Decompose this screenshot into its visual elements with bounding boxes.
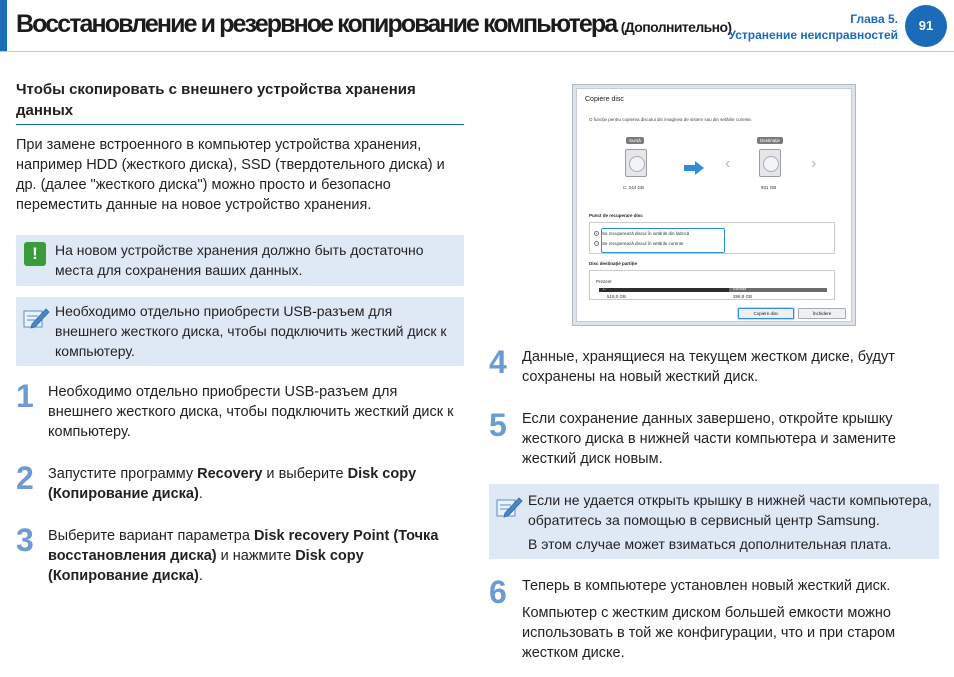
- page-title-main: Восстановление и резервное копирование компьютера: [16, 10, 617, 38]
- memo-note: [16, 297, 464, 366]
- step-2-option: Disk copy (Копирование диска): [48, 466, 417, 502]
- memo-service-line1: Если не удается открыть крышку в нижней части компьютера, обратитесь за помощью в сервисный центр Samsung.: [528, 492, 932, 528]
- radio-factory[interactable]: [594, 231, 599, 236]
- step-2-post: .: [198, 486, 203, 502]
- partition-remaining-size: 396,8 GB: [733, 294, 753, 299]
- disk-copy-window: [576, 88, 852, 322]
- step-number: 4: [489, 344, 507, 380]
- step-2-mid: и выберите: [262, 466, 348, 482]
- memo-pencil-icon: [22, 305, 50, 331]
- step-number: 6: [489, 574, 507, 610]
- warning-icon: !: [24, 242, 46, 266]
- present-label: Prezent: [596, 279, 612, 284]
- warning-note: [16, 235, 464, 286]
- partition-bar: [599, 288, 827, 292]
- step-5-text: Если сохранение данных завершено, откройте крышку жесткого диска в нижней части компьютера и замените жесткий диск новым.: [522, 411, 896, 467]
- memo-pencil-icon: [495, 494, 523, 520]
- arrow-right-icon: [683, 161, 705, 175]
- step-3-pre: Выберите вариант параметра: [48, 528, 254, 544]
- page-title: [16, 10, 732, 39]
- section-divider: [16, 124, 464, 125]
- close-button[interactable]: Închidere: [798, 308, 846, 319]
- step-6-text: [522, 576, 932, 663]
- header-accent-bar: [0, 0, 7, 52]
- step-2-program: Recovery: [197, 466, 263, 482]
- step-number: 1: [16, 378, 34, 414]
- step-number: 5: [489, 407, 507, 443]
- step-number: 2: [16, 460, 34, 496]
- target-tag: Destinație: [757, 137, 783, 144]
- copy-disk-button[interactable]: Copiere disc: [738, 308, 794, 319]
- memo-note-text: Необходимо отдельно приобрести USB-разъем для внешнего жесткого диска, чтобы подключить жесткий диск к компьютеру.: [55, 303, 447, 359]
- window-title: Copiere disc: [585, 96, 624, 103]
- selection-highlight: [601, 228, 725, 253]
- step-6-line1: Теперь в компьютере установлен новый жесткий диск.: [522, 578, 891, 594]
- disk-copy-screenshot: [572, 84, 856, 326]
- step-4-text: Данные, хранящиеся на текущем жестком диске, будут сохранены на новый жесткий диск.: [522, 349, 895, 385]
- target-disk-icon: [759, 149, 781, 177]
- page-number-badge: 91: [905, 5, 947, 47]
- header-divider: [0, 51, 954, 52]
- window-description: O funcție pentru copierea discului din imaginea de sistem sau din setările curente.: [589, 117, 753, 122]
- section-title: Чтобы скопировать с внешнего устройства хранения данных: [16, 81, 416, 119]
- step-6-line2: Компьютер с жестким диском большей емкости можно использовать в той же конфигурации, что и при старом жестком диске.: [522, 605, 896, 661]
- warning-note-text: На новом устройстве хранения должно быть достаточно места для сохранения ваших данных.: [55, 242, 424, 278]
- partition-c-label: C: [603, 287, 606, 291]
- source-size: C: 244 GB: [623, 185, 645, 190]
- step-1-text: Необходимо отдельно приобрести USB-разъем для внешнего жесткого диска, чтобы подключить жесткий диск к компьютеру.: [48, 384, 454, 440]
- radio-factory-label: Se recuperează discul în setările din fabrică: [602, 231, 690, 236]
- partition-c-size: 519,0 GB: [607, 294, 627, 299]
- step-3-button: Disk copy (Копирование диска): [48, 548, 364, 584]
- chapter-label: [729, 11, 898, 43]
- step-2-pre: Запустите программу: [48, 466, 198, 482]
- radio-current[interactable]: [594, 241, 599, 246]
- step-2-text: [48, 464, 458, 504]
- partition-c-bar: [599, 288, 729, 292]
- step-3-post: .: [198, 568, 203, 584]
- recovery-point-title: Punct de recuperare disc: [589, 213, 643, 218]
- chevron-right-icon[interactable]: ›: [811, 155, 817, 172]
- memo-service-line2: В этом случае может взиматься дополнительная плата.: [528, 536, 892, 552]
- partition-title: Disc destinație partiție: [589, 261, 638, 266]
- step-3-mid: и нажмите: [216, 548, 296, 564]
- chevron-left-icon[interactable]: ‹: [725, 155, 731, 172]
- step-number: 3: [16, 522, 34, 558]
- memo-note-service: [489, 484, 939, 559]
- intro-paragraph: При замене встроенного в компьютер устройства хранения, например HDD (жесткого диска), SSD (твердотельного диска) и др. (далее "жесткого диска") можно просто и безопасно переместить данные на новое устройство хранения.: [16, 137, 445, 213]
- chapter-name: Устранение неисправностей: [728, 28, 898, 42]
- step-3-parameter: Disk recovery Point (Точка восстановления диска): [48, 528, 439, 564]
- chapter-number: Глава 5.: [850, 12, 898, 26]
- partition-remaining-label: Rămase: [733, 287, 747, 291]
- step-3-text: [48, 526, 458, 586]
- target-size: 931 GB: [761, 185, 777, 190]
- source-disk-icon: [625, 149, 647, 177]
- source-tag: Sursă: [626, 137, 644, 144]
- radio-current-label: Se recuperează discul în setările curente: [602, 241, 684, 246]
- memo-service-text: [528, 490, 933, 554]
- page-title-sub: (Дополнительно): [620, 19, 732, 35]
